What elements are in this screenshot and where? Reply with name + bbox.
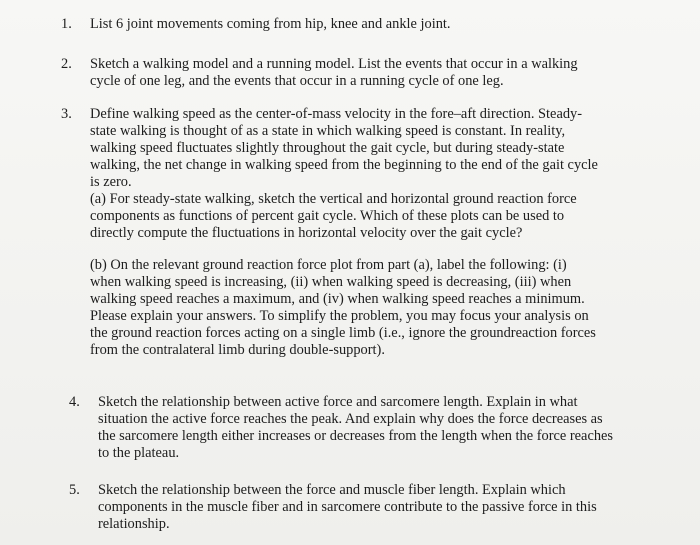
question-number: 5.	[69, 482, 80, 498]
question-text-line: situation the active force reaches the peak. And explain why does the force decreases as	[98, 411, 603, 427]
question-text-line: state walking is thought of as a state in which walking speed is constant. In reality,	[90, 123, 566, 139]
part-a-line: (a) For steady-state walking, sketch the vertical and horizontal ground reaction force	[90, 191, 577, 207]
question-text-line: to the plateau.	[98, 445, 180, 461]
question-text-line: walking, the net change in walking speed from the beginning to the end of the gait cycle	[90, 157, 598, 173]
question-text-line: is zero.	[90, 174, 132, 190]
question-1	[61, 16, 451, 33]
question-4	[69, 394, 614, 462]
question-text-line: walking speed fluctuates slightly throughout the gait cycle, but during steady-state	[90, 140, 565, 156]
part-a-line: components as functions of percent gait cycle. Which of these plots can be used to	[90, 208, 565, 224]
question-text-line: relationship.	[98, 516, 170, 532]
part-b-line: (b) On the relevant ground reaction force plot from part (a), label the following: (i)	[90, 257, 567, 273]
part-b-line: the ground reaction forces acting on a single limb (i.e., ignore the groundreaction forces	[90, 325, 596, 341]
question-text-line: Sketch the relationship between active force and sarcomere length. Explain in what	[98, 394, 578, 410]
part-a-line: directly compute the fluctuations in horizontal velocity over the gait cycle?	[90, 225, 523, 241]
part-b-line: walking speed reaches a maximum, and (iv) when walking speed reaches a minimum.	[90, 291, 585, 307]
part-b-line: when walking speed is increasing, (ii) when walking speed is decreasing, (iii) when	[90, 274, 572, 290]
question-number: 2.	[61, 56, 72, 72]
question-text-line: cycle of one leg, and the events that occur in a running cycle of one leg.	[90, 73, 504, 89]
question-2	[61, 56, 578, 90]
question-number: 1.	[61, 16, 72, 32]
question-text-line: Define walking speed as the center-of-mass velocity in the fore–aft direction. Steady-	[90, 106, 583, 122]
question-text-line: components in the muscle fiber and in sarcomere contribute to the passive force in this	[98, 499, 597, 515]
question-text-line: the sarcomere length either increases or decreases from the length when the force reaches	[98, 428, 614, 444]
question-text-line: Sketch the relationship between the force and muscle fiber length. Explain which	[98, 482, 566, 498]
question-number: 3.	[61, 106, 72, 122]
question-3	[61, 106, 598, 359]
part-b-line: Please explain your answers. To simplify the problem, you may focus your analysis on	[90, 308, 589, 324]
question-number: 4.	[69, 394, 80, 410]
question-text-line: List 6 joint movements coming from hip, knee and ankle joint.	[90, 16, 451, 32]
question-5	[69, 482, 597, 533]
part-b-line: from the contralateral limb during double-support).	[90, 342, 385, 358]
question-text-line: Sketch a walking model and a running model. List the events that occur in a walking	[90, 56, 578, 72]
